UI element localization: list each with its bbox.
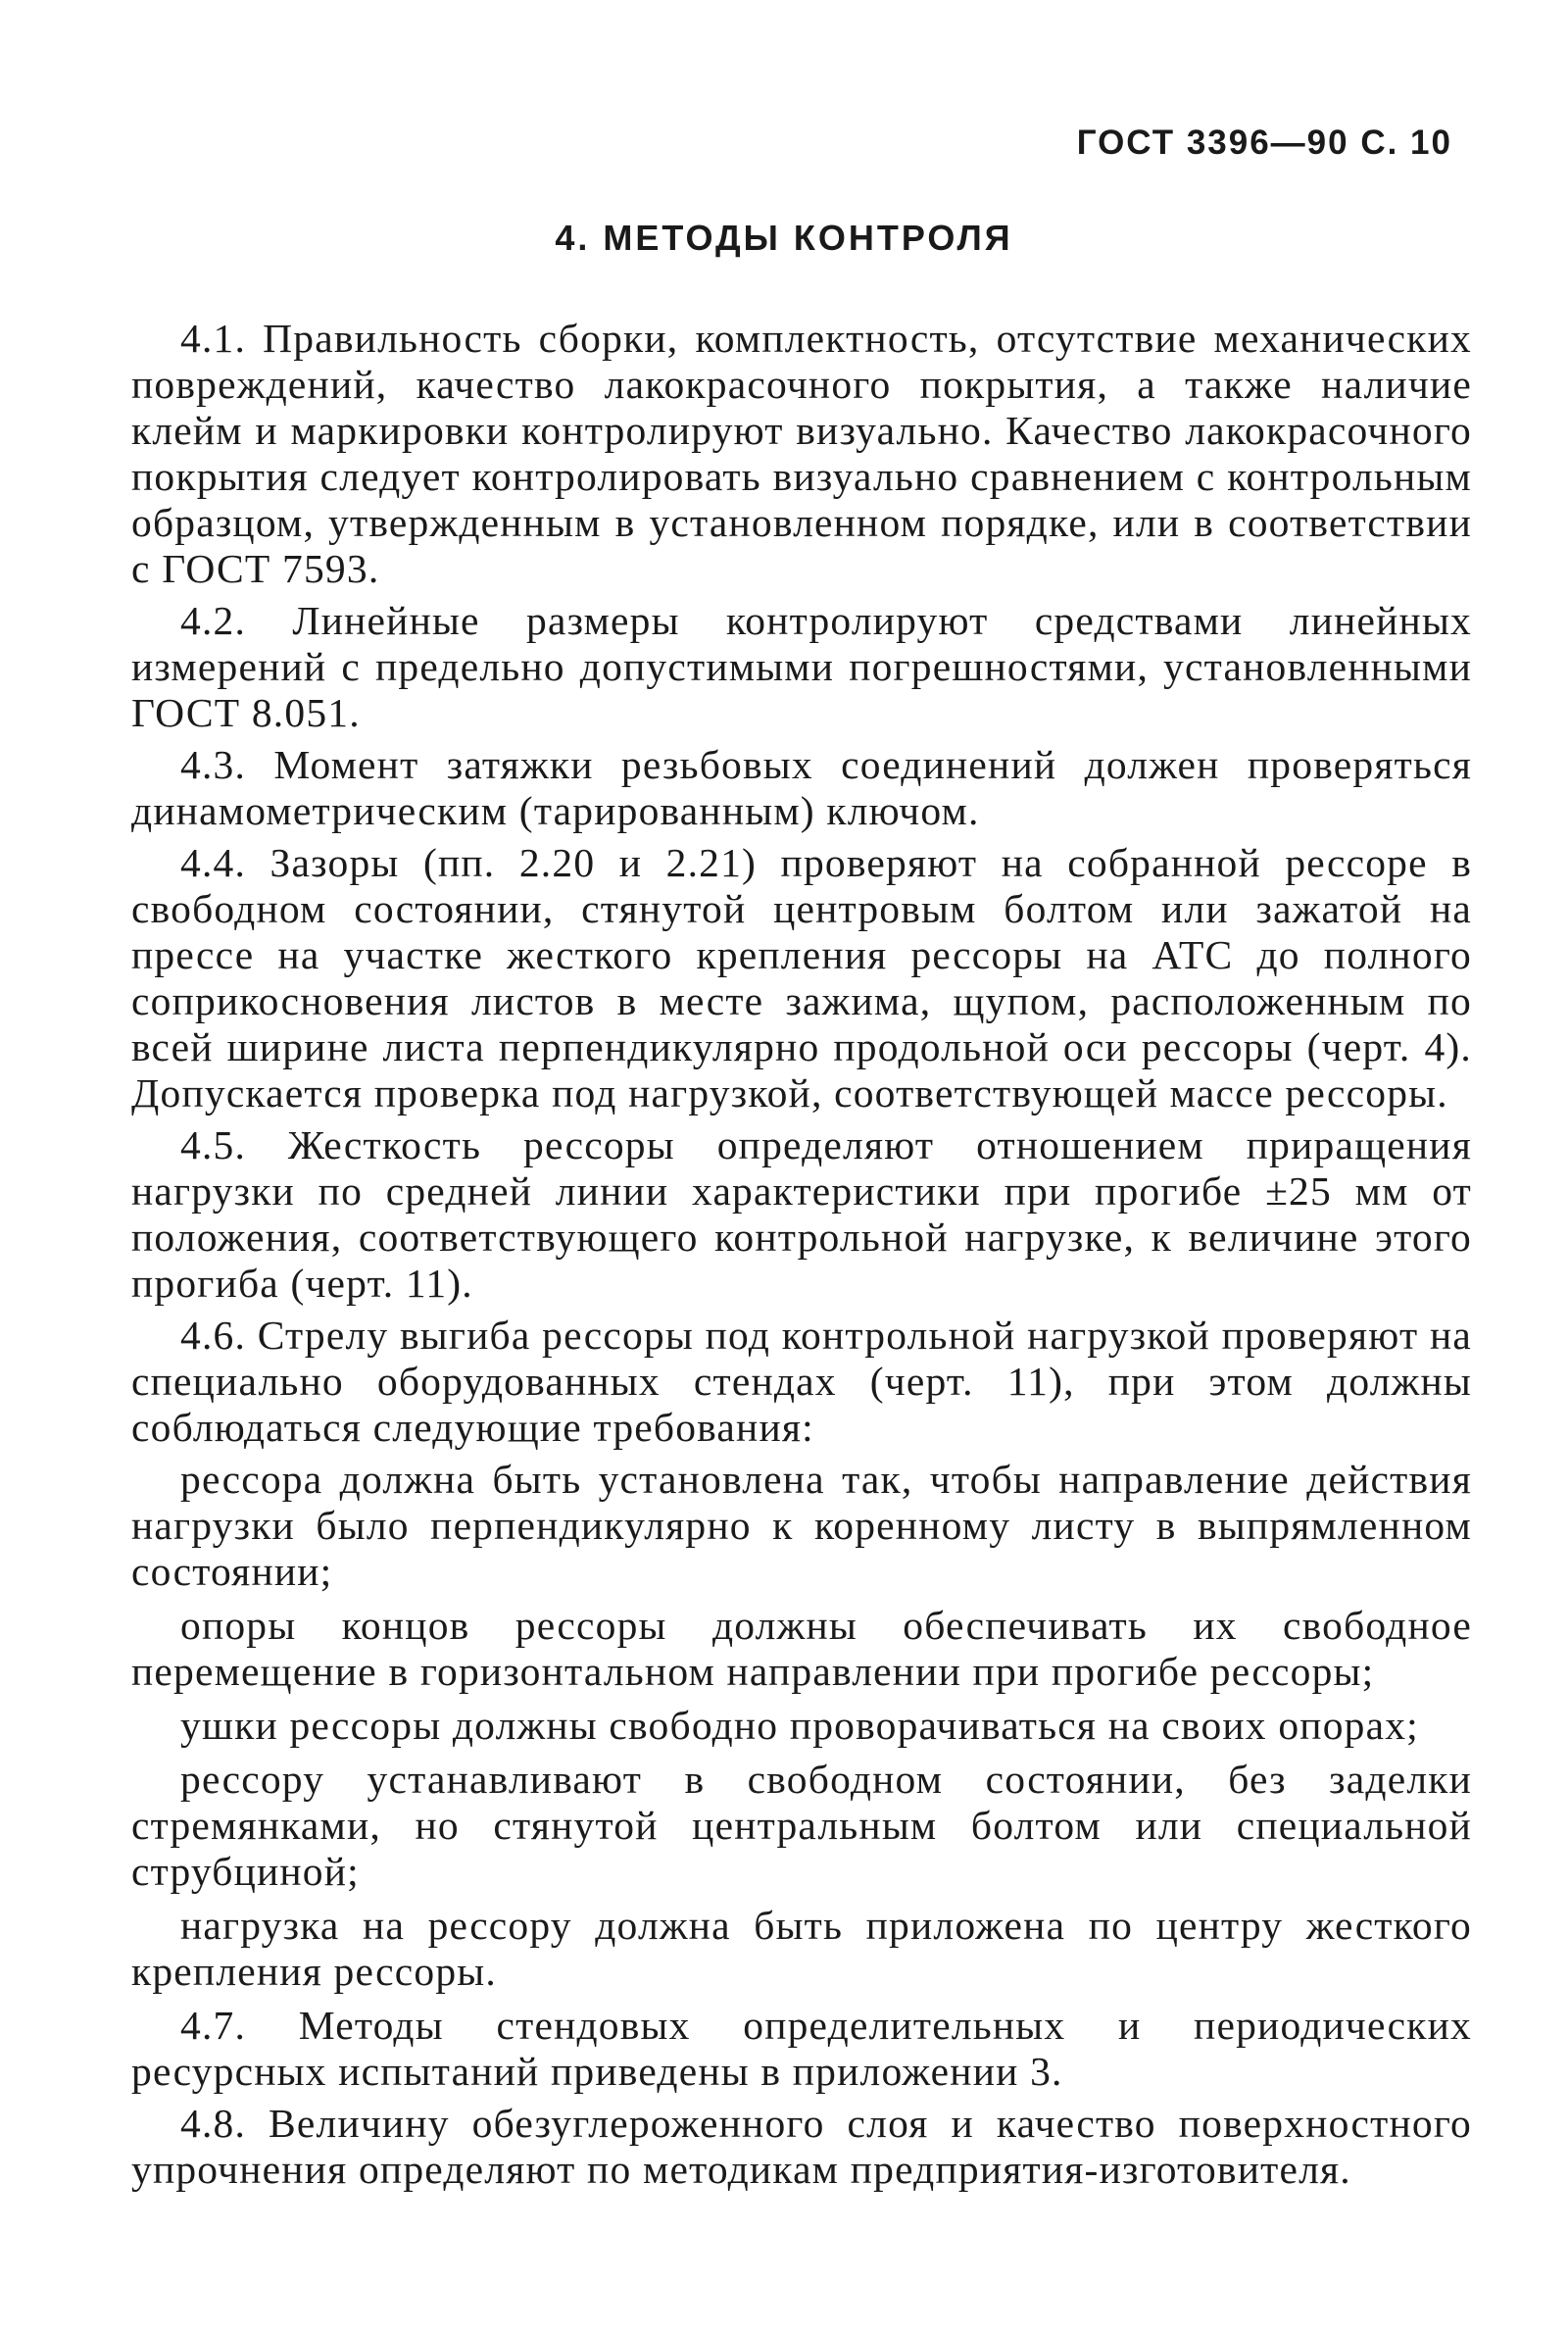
requirement-item: рессора должна быть установлена так, чтобы направление действия нагрузки было перпендикулярно к коренному листу в выпрямленном состоянии; [131, 1457, 1472, 1594]
paragraph-4-3: 4.3. Момент затяжки резьбовых соединений должен проверяться динамометрическим (тарированным) ключом. [131, 742, 1472, 833]
paragraph-4-7: 4.7. Методы стендовых определительных и периодических ресурсных испытаний приведены в приложении 3. [131, 2003, 1472, 2094]
paragraph-4-6: 4.6. Стрелу выгиба рессоры под контрольной нагрузкой проверяют на специально оборудованных стендах (черт. 11), при этом должны соблюдаться следующие требования: [131, 1313, 1472, 1450]
paragraph-4-5: 4.5. Жесткость рессоры определяют отношением приращения нагрузки по средней линии характеристики при прогибе ±25 мм от положения, соответствующего контрольной нагрузке, к величине этого прогиба (черт. 11). [131, 1122, 1472, 1306]
requirement-item: ушки рессоры должны свободно проворачиваться на своих опорах; [180, 1703, 1419, 1748]
section-body [131, 316, 1472, 2199]
requirement-item: опоры концов рессоры должны обеспечивать их свободное перемещение в горизонтальном направлении при прогибе рессоры; [131, 1603, 1472, 1694]
requirement-item: нагрузка на рессору должна быть приложена по центру жесткого крепления рессоры. [131, 1903, 1472, 1994]
paragraph-4-2: 4.2. Линейные размеры контролируют средствами линейных измерений с предельно допустимыми погрешностями, установленными ГОСТ 8.051. [131, 598, 1472, 735]
paragraph-4-4: 4.4. Зазоры (пп. 2.20 и 2.21) проверяют на собранной рессоре в свободном состоянии, стянутой центровым болтом или зажатой на прессе на участке жесткого крепления рессоры на АТС до полного соприкосновения листов в месте зажима, щупом, расположенным по всей ширине листа перпендикулярно продольной оси рессоры (черт. 4). Допускается проверка под нагрузкой, соответствующей массе рессоры. [131, 840, 1472, 1116]
page-header: ГОСТ 3396—90 С. 10 [1076, 124, 1452, 162]
requirement-item: рессору устанавливают в свободном состоянии, без заделки стремянками, но стянутой центральным болтом или специальной струбциной; [131, 1757, 1472, 1894]
section-title: 4. МЕТОДЫ КОНТРОЛЯ [555, 218, 1013, 258]
paragraph-4-8: 4.8. Величину обезуглероженного слоя и качество поверхностного упрочнения определяют по методикам предприятия-изготовителя. [131, 2101, 1472, 2192]
paragraph-4-1: 4.1. Правильность сборки, комплектность, отсутствие механических повреждений, качество лакокрасочного покрытия, а также наличие клейм и маркировки контролируют визуально. Качество лакокрасочного покрытия следует контролировать визуально сравнением с контрольным образцом, утвержденным в установленном порядке, или в соответствии с ГОСТ 7593. [131, 316, 1472, 591]
